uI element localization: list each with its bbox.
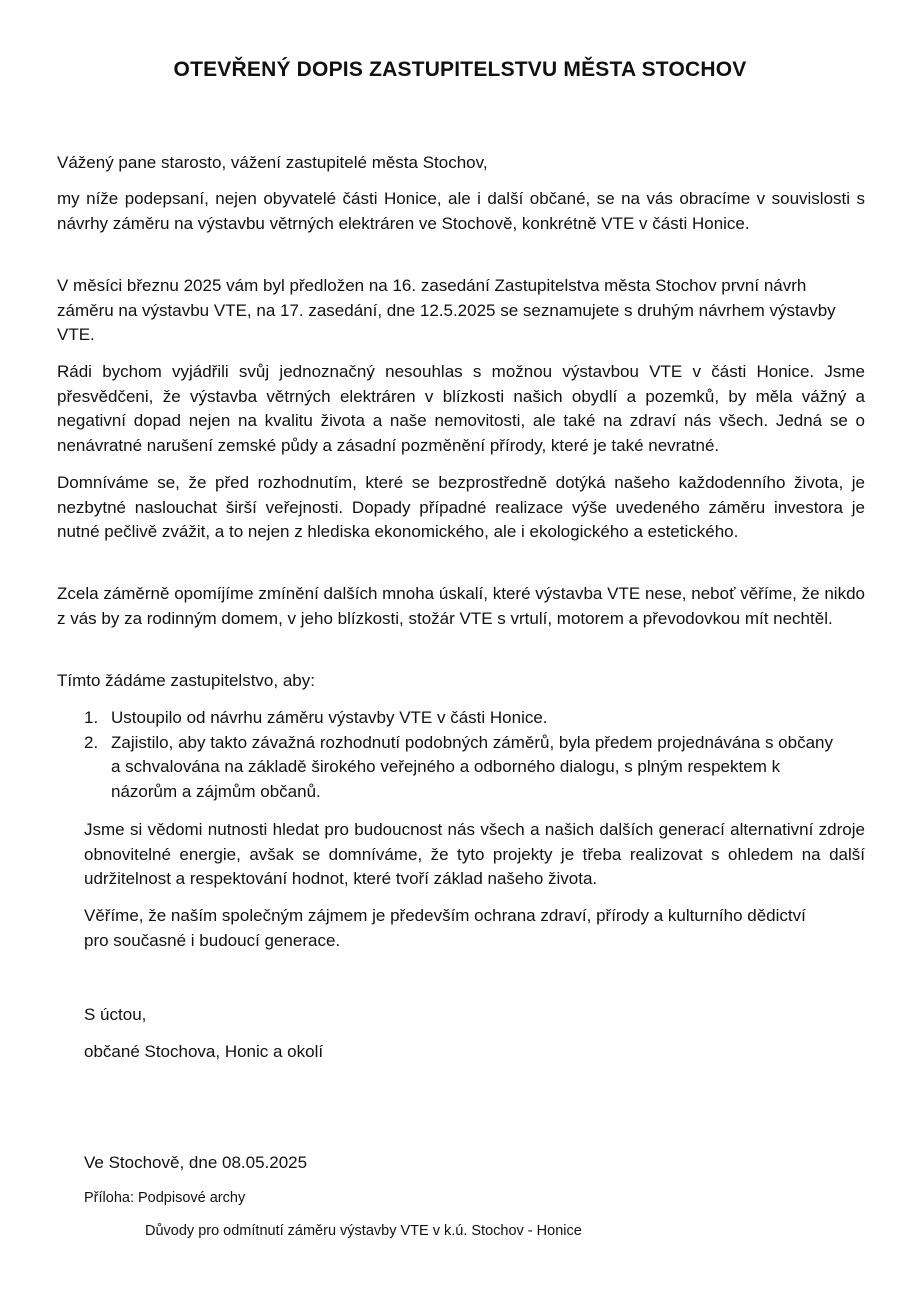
request-list	[84, 706, 844, 804]
paragraph-disagreement: Rádi bychom vyjádřili svůj jednoznačný nesouhlas s možnou výstavbou VTE v části Honice. Jsme přesvědčeni, že výstavba větrných elektráren v blízkosti našich obydlí a pozemků, by měla vážný a negativní dopad nejen na kvalitu života a naše nemovitosti, ale také na zdraví nás všech. Jedná se o nenávratné narušení zemské půdy a zásadní pozměnění přírody, které je také nevratné.	[57, 362, 865, 455]
list-item	[84, 731, 844, 805]
attachment-label: Příloha: Podpisové archy	[84, 1190, 246, 1206]
list-item-text: Ustoupilo od návrhu záměru výstavby VTE v části Honice.	[111, 708, 548, 727]
paragraph-public-opinion: Domníváme se, že před rozhodnutím, které se bezprostředně dotýká našeho každodenního života, je nezbytné naslouchat širší veřejnosti. Dopady případné realizace výše uvedeného záměru investora je nutné pečlivě zvážit, a to nejen z hlediska ekonomického, ale i ekologického a estetického.	[57, 473, 865, 541]
place-and-date: Ve Stochově, dne 08.05.2025	[84, 1153, 308, 1172]
paragraph-timeline: V měsíci březnu 2025 vám byl předložen na 16. zasedání Zastupitelstva města Stochov první návrh záměru na výstavbu VTE, na 17. zasedání, dne 12.5.2025 se seznamujete s druhým návrhem výstavby VTE.	[57, 276, 836, 344]
list-item-number: 1.	[84, 708, 99, 727]
list-item-number: 2.	[84, 732, 99, 752]
paragraph-risks: Zcela záměrně opomíjíme zmínění dalších mnoha úskalí, které výstavba VTE nese, neboť věříme, že nikdo z vás by za rodinným domem, v jeho blízkosti, stožár VTE s vrtulí, motorem a převodovkou mít nechtěl.	[57, 584, 865, 628]
paragraph-intro: my níže podepsaní, nejen obyvatelé části Honice, ale i další občané, se na vás obracíme v souvislosti s návrhy záměru na výstavbu větrných elektráren ve Stochově, konkrétně VTE v části Honice.	[57, 189, 865, 233]
sign-off: S úctou,	[84, 1005, 147, 1024]
paragraph-renewables: Jsme si vědomi nutnosti hledat pro budoucnost nás všech a našich dalších generací alternativní zdroje obnovitelné energie, avšak se domníváme, že tyto projekty je třeba realizovat s ohledem na další udržitelnost a respektování hodnot, které tvoří základ našeho života.	[84, 820, 865, 888]
list-item-text: Zajistilo, aby takto závažná rozhodnutí podobných záměrů, byla předem projednávána s občany a schvalována na základě širokého veřejného a odborného dialogu, s plným respektem k názorům a zájmům občanů.	[111, 732, 833, 801]
paragraph-shared-interest: Věříme, že naším společným zájmem je především ochrana zdraví, přírody a kulturního dědictví pro současné i budoucí generace.	[84, 906, 806, 950]
letter-title: OTEVŘENÝ DOPIS ZASTUPITELSTVU MĚSTA STOCHOV	[173, 58, 747, 81]
signatories: občané Stochova, Honic a okolí	[84, 1042, 324, 1061]
list-item	[84, 706, 844, 731]
attachment-second: Důvody pro odmítnutí záměru výstavby VTE v k.ú. Stochov - Honice	[145, 1223, 582, 1239]
paragraph-request-intro: Tímto žádáme zastupitelstvo, aby:	[57, 671, 315, 690]
salutation: Vážený pane starosto, vážení zastupitelé města Stochov,	[57, 153, 488, 172]
